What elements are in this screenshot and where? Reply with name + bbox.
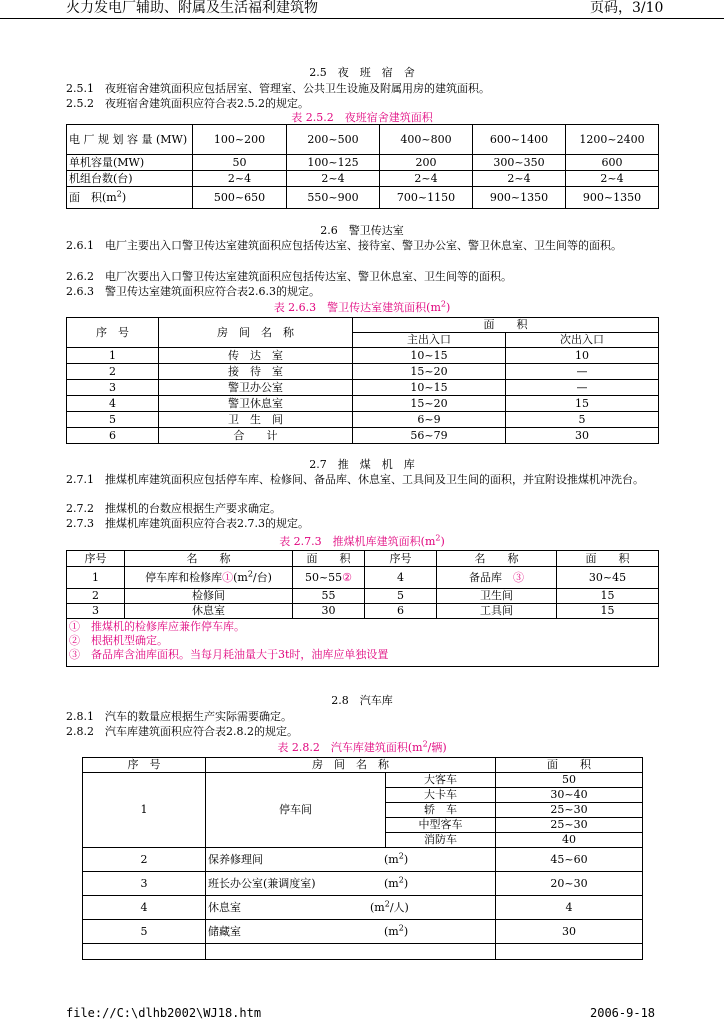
table-cell: 2 xyxy=(67,589,125,604)
row-label xyxy=(67,187,193,209)
clause-2-8-2: 2.8.2 汽车库建筑面积应符合表2.8.2的规定。 xyxy=(66,725,298,738)
superscript: 2 xyxy=(435,533,441,543)
document-title: 火力发电厂辅助、附属及生活福利建筑物 xyxy=(66,0,318,16)
clause-2-6-3: 2.6.3 警卫传达室建筑面积应符合表2.6.3的规定。 xyxy=(66,285,320,298)
table-cell: 5 xyxy=(365,589,437,604)
table-cell: 30 xyxy=(506,428,659,444)
table-cell: 500~650 xyxy=(193,187,287,209)
table-cell: — xyxy=(506,380,659,396)
table-row xyxy=(83,848,643,872)
row-label: 电 厂 规 划 容 量 (MW) xyxy=(67,125,193,155)
table-cell xyxy=(206,848,496,872)
table-row xyxy=(67,428,659,444)
caption-tail: /辆) xyxy=(427,741,447,754)
table-cell: 5 xyxy=(506,412,659,428)
table-cell: 6~9 xyxy=(353,412,506,428)
table-caption-2-7-3 xyxy=(0,535,724,549)
row-label: 机组台数(台) xyxy=(67,171,193,187)
header-area: 面 积 xyxy=(496,758,643,773)
table-row xyxy=(67,348,659,364)
table-row xyxy=(67,412,659,428)
header-name: 名 称 xyxy=(125,551,293,567)
table-cell: 检修间 xyxy=(125,589,293,604)
table-cell: 1200~2400 xyxy=(566,125,659,155)
table-cell: 100~125 xyxy=(287,155,380,171)
table-cell: 600 xyxy=(566,155,659,171)
table-cell: 1 xyxy=(83,773,206,848)
table-cell: 3 xyxy=(83,872,206,896)
cell-text: 备品库 xyxy=(469,570,502,584)
table-cell: 4 xyxy=(67,396,159,412)
cell-text: 储藏室 xyxy=(208,924,241,938)
table-cell: 400~800 xyxy=(380,125,473,155)
table-2-8-2 xyxy=(82,757,643,960)
table-row xyxy=(67,380,659,396)
table-cell: 5 xyxy=(83,920,206,944)
table-cell: 200 xyxy=(380,155,473,171)
table-cell: 卫生间 xyxy=(437,589,557,604)
superscript: 2 xyxy=(422,739,428,749)
table-cell: 2~4 xyxy=(287,171,380,187)
cell-text: 停车库和检修库 xyxy=(145,570,223,584)
page-number: 页码，3/10 xyxy=(590,0,664,16)
header-no: 序号 xyxy=(365,551,437,567)
table-cell xyxy=(496,944,643,960)
table-cell: 2~4 xyxy=(566,171,659,187)
header-no: 序号 xyxy=(67,551,125,567)
unit-tail: ) xyxy=(403,924,409,938)
table-cell xyxy=(125,567,293,589)
table-row xyxy=(67,155,659,171)
table-2-6-3 xyxy=(66,317,659,444)
table-notes xyxy=(67,619,659,667)
table-cell: 合 计 xyxy=(159,428,353,444)
superscript: 2 xyxy=(440,299,446,309)
table-cell: 5 xyxy=(67,412,159,428)
table-cell: 100~200 xyxy=(193,125,287,155)
table-cell: 警卫休息室 xyxy=(159,396,353,412)
table-cell: 接 待 室 xyxy=(159,364,353,380)
table-cell: 55 xyxy=(293,589,365,604)
table-2-5-2 xyxy=(66,124,659,209)
table-cell: 6 xyxy=(365,604,437,619)
table-cell: 2~4 xyxy=(380,171,473,187)
table-row xyxy=(67,604,659,619)
table-note: ② 根据机型确定。 xyxy=(69,633,168,647)
header-area: 面 积 xyxy=(353,318,659,333)
caption-text: 表 2.6.3 警卫传达室建筑面积(m xyxy=(273,301,441,314)
table-cell xyxy=(206,896,496,920)
table-cell: 警卫办公室 xyxy=(159,380,353,396)
table-caption-2-6-3 xyxy=(0,301,724,315)
superscript: 2 xyxy=(398,874,404,884)
cell-text: 保养修理间 xyxy=(208,852,263,866)
table-cell: 卫 生 间 xyxy=(159,412,353,428)
table-cell: 40 xyxy=(496,833,643,848)
table-cell: — xyxy=(506,364,659,380)
unit-text: (m xyxy=(233,570,248,584)
superscript: 2 xyxy=(247,568,253,578)
table-row xyxy=(83,920,643,944)
table-cell: 30 xyxy=(496,920,643,944)
clause-2-7-1: 2.7.1 推煤机库建筑面积应包括停车库、检修间、备品库、休息室、工具间及卫生间的面积，并宜附设推煤机冲洗台。 xyxy=(66,473,644,486)
table-2-7-3 xyxy=(66,550,659,667)
unit-text: (m xyxy=(384,924,399,938)
caption-text: 表 2.8.2 汽车库建筑面积(m xyxy=(277,741,423,754)
row-label: 单机容量(MW) xyxy=(67,155,193,171)
table-row xyxy=(67,171,659,187)
table-cell: 25~30 xyxy=(496,803,643,818)
table-cell: 200~500 xyxy=(287,125,380,155)
cell-text: 50~55 xyxy=(304,570,343,584)
table-cell: 700~1150 xyxy=(380,187,473,209)
unit-tail: ) xyxy=(403,876,409,890)
clause-2-7-2: 2.7.2 推煤机的台数应根据生产要求确定。 xyxy=(66,502,281,515)
table-cell: 工具间 xyxy=(437,604,557,619)
table-cell: 15 xyxy=(506,396,659,412)
table-cell: 1 xyxy=(67,348,159,364)
table-cell: 3 xyxy=(67,604,125,619)
table-row xyxy=(67,567,659,589)
section-heading-2-7: 2.7 推 煤 机 库 xyxy=(309,458,415,471)
unit-text: (m xyxy=(370,900,385,914)
table-cell: 2 xyxy=(83,848,206,872)
table-row xyxy=(83,872,643,896)
table-note: ③ 备品库含油库面积。当每月耗油量大于3t时，油库应单独设置 xyxy=(69,647,389,661)
table-cell: 3 xyxy=(67,380,159,396)
unit-tail: ) xyxy=(403,852,409,866)
table-cell xyxy=(83,944,206,960)
table-row xyxy=(67,187,659,209)
row-label-text: 面 积(m xyxy=(69,190,117,204)
table-row-empty xyxy=(83,944,643,960)
header-secondary-entrance: 次出入口 xyxy=(506,333,659,348)
clause-2-5-1: 2.5.1 夜班宿舍建筑面积应包括居室、管理室、公共卫生设施及附属用房的建筑面积。 xyxy=(66,82,490,95)
table-cell: 50 xyxy=(496,773,643,788)
table-cell: 中型客车 xyxy=(386,818,496,833)
table-header-row xyxy=(67,318,659,333)
clause-2-6-1: 2.6.1 电厂主要出入口警卫传达室建筑面积应包括传达室、接待室、警卫办公室、警卫休息室、卫生间等的面积。 xyxy=(66,239,622,252)
section-heading-2-8: 2.8 汽车库 xyxy=(331,694,393,707)
caption-text: 表 2.7.3 推煤机库建筑面积(m xyxy=(279,535,436,548)
unit-text: (m xyxy=(384,852,399,866)
table-cell: 4 xyxy=(365,567,437,589)
table-header-row xyxy=(67,551,659,567)
table-cell: 550~900 xyxy=(287,187,380,209)
table-cell: 大卡车 xyxy=(386,788,496,803)
clause-2-7-3: 2.7.3 推煤机库建筑面积应符合表2.7.3的规定。 xyxy=(66,517,309,530)
unit-tail: /人) xyxy=(389,900,409,914)
table-header-row xyxy=(83,758,643,773)
table-cell xyxy=(206,920,496,944)
header-divider xyxy=(0,18,724,19)
table-cell: 300~350 xyxy=(473,155,566,171)
table-cell: 20~30 xyxy=(496,872,643,896)
note-marker: ② xyxy=(342,570,353,584)
caption-tail: ) xyxy=(440,535,445,548)
superscript: 2 xyxy=(384,898,390,908)
table-caption-2-8-2 xyxy=(0,741,724,755)
section-heading-2-5: 2.5 夜 班 宿 舍 xyxy=(309,66,415,79)
table-cell: 消防车 xyxy=(386,833,496,848)
table-note: ① 推煤机的检修库应兼作停车库。 xyxy=(69,620,245,633)
superscript: 2 xyxy=(398,850,404,860)
table-row xyxy=(83,773,643,788)
table-cell: 600~1400 xyxy=(473,125,566,155)
table-cell: 25~30 xyxy=(496,818,643,833)
superscript: 2 xyxy=(116,188,122,198)
table-cell xyxy=(437,567,557,589)
table-cell: 15~20 xyxy=(353,396,506,412)
table-cell: 56~79 xyxy=(353,428,506,444)
cell-text: 班长办公室(兼调度室) xyxy=(208,876,316,890)
table-cell: 30~40 xyxy=(496,788,643,803)
unit-tail: /台) xyxy=(252,570,272,584)
table-cell xyxy=(206,872,496,896)
table-cell: 15 xyxy=(557,604,659,619)
clause-2-6-2: 2.6.2 电厂次要出入口警卫传达室建筑面积应包括传达室、警卫休息室、卫生间等的面积。 xyxy=(66,270,512,283)
table-cell: 900~1350 xyxy=(566,187,659,209)
header-room: 房 间 名 称 xyxy=(206,758,496,773)
table-cell: 停车间 xyxy=(206,773,386,848)
superscript: 2 xyxy=(398,922,404,932)
table-row xyxy=(67,364,659,380)
table-cell: 900~1350 xyxy=(473,187,566,209)
table-cell: 15 xyxy=(557,589,659,604)
note-marker: ③ xyxy=(513,570,524,584)
header-main-entrance: 主出入口 xyxy=(353,333,506,348)
table-cell: 4 xyxy=(496,896,643,920)
table-cell: 休息室 xyxy=(125,604,293,619)
unit-text: (m xyxy=(384,876,399,890)
table-cell: 轿 车 xyxy=(386,803,496,818)
row-label-tail: ) xyxy=(121,190,127,204)
header-area: 面 积 xyxy=(557,551,659,567)
table-cell: 30 xyxy=(293,604,365,619)
header-room: 房 间 名 称 xyxy=(159,318,353,348)
table-cell: 10~15 xyxy=(353,380,506,396)
clause-2-8-1: 2.8.1 汽车的数量应根据生产实际需要确定。 xyxy=(66,710,292,723)
table-row xyxy=(67,396,659,412)
table-row xyxy=(67,125,659,155)
table-cell: 15~20 xyxy=(353,364,506,380)
table-cell: 传 达 室 xyxy=(159,348,353,364)
table-cell: 2~4 xyxy=(193,171,287,187)
table-cell xyxy=(206,944,496,960)
table-cell: 10 xyxy=(506,348,659,364)
table-cell: 45~60 xyxy=(496,848,643,872)
table-cell: 30~45 xyxy=(557,567,659,589)
caption-tail: ) xyxy=(446,301,451,314)
table-row xyxy=(67,589,659,604)
table-cell xyxy=(293,567,365,589)
table-cell: 10~15 xyxy=(353,348,506,364)
table-caption-2-5-2: 表 2.5.2 夜班宿舍建筑面积 xyxy=(291,111,433,124)
header-area: 面 积 xyxy=(293,551,365,567)
print-date: 2006-9-18 xyxy=(590,1006,656,1020)
table-cell: 50 xyxy=(193,155,287,171)
table-cell: 4 xyxy=(83,896,206,920)
header-no: 序 号 xyxy=(67,318,159,348)
table-cell: 大客车 xyxy=(386,773,496,788)
clause-2-5-2: 2.5.2 夜班宿舍建筑面积应符合表2.5.2的规定。 xyxy=(66,97,309,110)
table-cell: 6 xyxy=(67,428,159,444)
table-cell: 1 xyxy=(67,567,125,589)
header-name: 名 称 xyxy=(437,551,557,567)
cell-text: 休息室 xyxy=(208,900,241,914)
header-no: 序 号 xyxy=(83,758,206,773)
table-row xyxy=(83,896,643,920)
section-heading-2-6: 2.6 警卫传达室 xyxy=(320,224,404,237)
note-marker: ① xyxy=(222,570,234,584)
table-cell: 2 xyxy=(67,364,159,380)
table-cell: 2~4 xyxy=(473,171,566,187)
table-notes-row xyxy=(67,619,659,667)
file-path: file://C:\dlhb2002\WJ18.htm xyxy=(66,1006,262,1020)
